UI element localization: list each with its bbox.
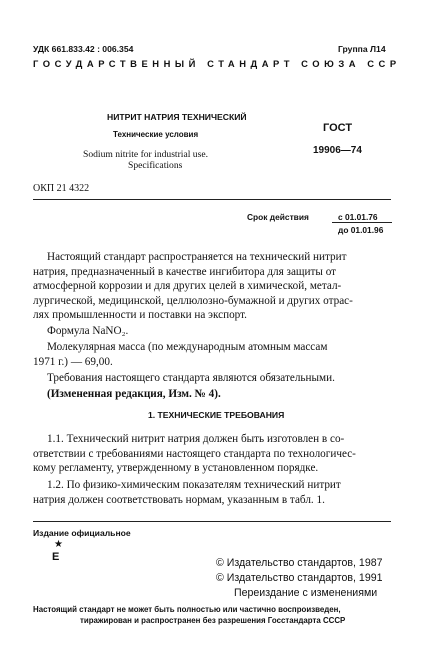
gost-label: ГОСТ	[323, 122, 353, 134]
divider-bottom	[33, 521, 391, 522]
official-edition: Издание официальное	[33, 528, 131, 538]
molar-mass-line1: Молекулярная масса (по международным атомным массам	[47, 341, 328, 353]
text-line: натрия, предназначенный в качестве ингибитора для защиты от	[33, 265, 337, 278]
validity-separator	[332, 222, 392, 223]
copyright-1987: © Издательство стандартов, 1987	[216, 557, 383, 569]
formula: Формула NaNO₂.	[47, 325, 129, 337]
section-heading: 1. ТЕХНИЧЕСКИЕ ТРЕБОВАНИЯ	[148, 410, 285, 420]
copyright-1991: © Издательство стандартов, 1991	[216, 572, 383, 584]
edition-letter: E	[52, 551, 60, 563]
document-subtitle: Технические условия	[113, 130, 199, 139]
okp-code: ОКП 21 4322	[33, 183, 90, 194]
udk-code: УДК 661.833.42 : 006.354	[33, 44, 134, 54]
text-line: лях промышленности и поставки на экспорт.	[33, 309, 247, 322]
gost-number: 19906—74	[313, 145, 362, 156]
text-line: кому регламенту, утвержденному в установленном порядке.	[33, 462, 319, 475]
validity-to: до 01.01.96	[338, 225, 384, 235]
star-mark: ★	[54, 539, 63, 550]
text-line: 1.2. По физико-химическим показателям технический нитрит	[47, 479, 341, 491]
clause-1-1	[33, 432, 391, 476]
reproduction-notice-line1: Настоящий стандарт не может быть полностью или частично воспроизведен,	[33, 605, 341, 614]
divider-top	[33, 199, 391, 200]
intro-paragraph	[33, 250, 391, 323]
text-line: 1.1. Технический нитрит натрия должен быть изготовлен в со-	[47, 433, 345, 445]
text-line: лургической, медицинской, целлюлозно-бумажной и других отрас-	[33, 294, 353, 307]
molar-mass-line2: 1971 г.) — 69,00.	[33, 356, 113, 368]
reprint-note: Переиздание с изменениями	[234, 587, 378, 599]
document-title: НИТРИТ НАТРИЯ ТЕХНИЧЕСКИЙ	[107, 112, 247, 122]
text-line: Настоящий стандарт распространяется на технический нитрит	[47, 251, 347, 263]
requirements-statement: Требования настоящего стандарта являются обязательными.	[47, 372, 335, 384]
english-title-line2: Specifications	[128, 160, 183, 171]
state-standard-banner: ГОСУДАРСТВЕННЫЙ СТАНДАРТ СОЮЗА ССР	[33, 58, 401, 69]
text-line: ответствии с требованиями настоящего стандарта по технологичес-	[33, 447, 356, 460]
clause-1-2	[33, 478, 391, 507]
validity-label: Срок действия	[247, 212, 309, 222]
text-line: атмосферной коррозии и для других целей в химической, метал-	[33, 280, 342, 293]
validity-from: с 01.01.76	[338, 212, 378, 222]
text-line: натрия должен соответствовать нормам, указанным в табл. 1.	[33, 493, 325, 506]
english-title-line1: Sodium nitrite for industrial use.	[83, 149, 208, 160]
amendment-note: (Измененная редакция, Изм. № 4).	[47, 388, 221, 400]
reproduction-notice-line2: тиражирован и распространен без разрешения Госстандарта СССР	[80, 616, 346, 625]
group-code: Группа Л14	[338, 44, 386, 54]
